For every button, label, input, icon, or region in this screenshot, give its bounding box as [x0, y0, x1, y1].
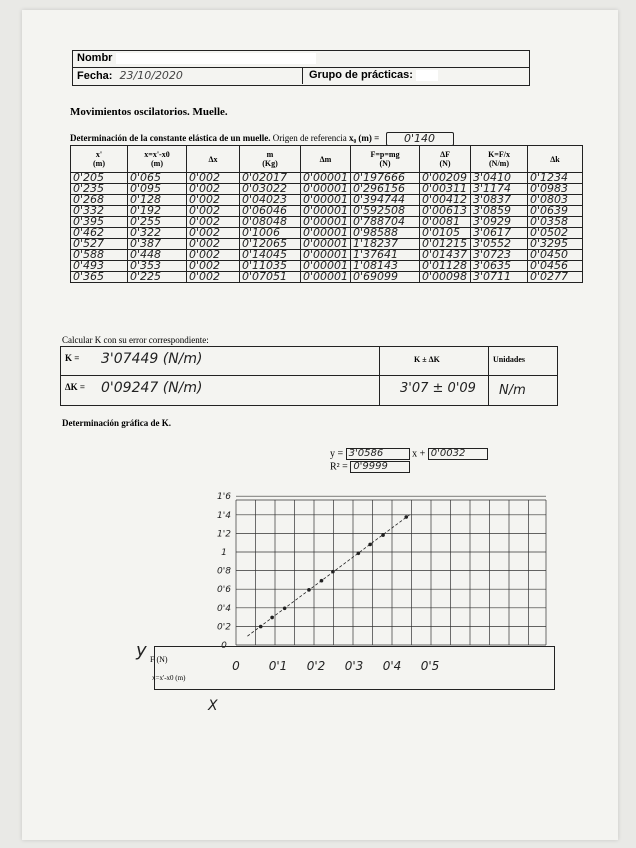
table-cell: 0'493	[71, 261, 128, 272]
table-cell: 0'69099	[351, 272, 420, 283]
table-cell: 0'04023	[240, 195, 301, 206]
table-cell: 0'02017	[240, 173, 301, 184]
k-result-box	[60, 346, 558, 406]
table-cell: 3'0617	[471, 228, 528, 239]
table-cell: 0'322	[128, 228, 187, 239]
x0-value: 0'140	[386, 132, 454, 146]
header-box	[72, 50, 530, 86]
k-label: K =	[65, 353, 80, 363]
graph-title: Determinación gráfica de K.	[62, 418, 171, 428]
column-header-name: Δm	[319, 154, 332, 164]
column-header-unit: (m)	[151, 159, 163, 168]
table-cell: 0'387	[128, 239, 187, 250]
data-point	[368, 543, 372, 547]
table-cell: 0'395	[71, 217, 128, 228]
spring-constant-title-rest: Origen de referencia	[270, 133, 349, 144]
dk-label: ΔK =	[65, 382, 86, 392]
table-cell: 0'3295	[528, 239, 583, 250]
table-cell: 0'235	[71, 184, 128, 195]
table-cell: 0'0456	[528, 261, 583, 272]
fit-r2: 0'9999	[350, 461, 410, 473]
column-header-unit: (Kg)	[262, 159, 278, 168]
table-cell: 0'98588	[351, 228, 420, 239]
table-cell: 0'002	[187, 250, 240, 261]
x0-label: x₀ (m) =	[348, 133, 380, 144]
table-cell: 0'462	[71, 228, 128, 239]
column-header-name: m	[266, 150, 274, 159]
table-cell: 0'1006	[240, 228, 301, 239]
table-cell: 0'00001	[301, 228, 351, 239]
group-cell	[303, 68, 444, 84]
table-cell: 3'0635	[471, 261, 528, 272]
table-cell: 0'588	[71, 250, 128, 261]
table-cell: 0'0105	[420, 228, 471, 239]
table-cell: 3'0859	[471, 206, 528, 217]
table-cell: 0'065	[128, 173, 187, 184]
section-title: Movimientos oscilatorios. Muelle.	[70, 106, 228, 118]
column-header-unit: (m)	[93, 159, 105, 168]
x-tick-label: 0'2	[306, 659, 326, 673]
x-tick-label: 0	[232, 659, 240, 673]
table-cell: 0'002	[187, 206, 240, 217]
table-cell: 0'002	[187, 239, 240, 250]
column-header-name: Δk	[550, 154, 560, 164]
table-cell: 0'268	[71, 195, 128, 206]
table-cell: 0'01215	[420, 239, 471, 250]
k-pm-column	[379, 347, 489, 405]
column-header	[471, 146, 528, 173]
table-cell: 0'225	[128, 272, 187, 283]
table-cell: 0'00098	[420, 272, 471, 283]
table-cell: 0'296156	[351, 184, 420, 195]
group-redaction	[416, 70, 438, 81]
k-pm-value: 3'07 ± 0'09	[400, 381, 476, 396]
table-cell: 1'37641	[351, 250, 420, 261]
y-axis-handwritten: y	[136, 640, 147, 661]
table-cell: 0'002	[187, 217, 240, 228]
column-header-name: K=F/x	[488, 150, 510, 159]
table-cell: 0'002	[187, 228, 240, 239]
spring-constant-title	[70, 132, 454, 146]
fit-intercept: 0'0032	[428, 448, 488, 460]
table-cell: 1'18237	[351, 239, 420, 250]
data-point	[331, 570, 335, 574]
x-axis-label: x=x'-x0 (m)	[152, 674, 186, 682]
table-cell: 0'0983	[528, 184, 583, 195]
table-cell: 0'03022	[240, 184, 301, 195]
table-cell: 3'0929	[471, 217, 528, 228]
table-cell: 0'14045	[240, 250, 301, 261]
y-tick-label: 1'2	[217, 529, 231, 540]
data-point	[283, 606, 287, 610]
column-header-unit: (N)	[379, 159, 391, 168]
table-cell: 0'06046	[240, 206, 301, 217]
column-header	[301, 146, 351, 173]
y-tick-label: 0'8	[217, 566, 231, 577]
x-tick-label: 0'5	[420, 659, 440, 673]
table-cell: 0'095	[128, 184, 187, 195]
table-cell: 0'197666	[351, 173, 420, 184]
table-cell: 0'002	[187, 272, 240, 283]
table-cell: 0'002	[187, 261, 240, 272]
x-tick-label: 0'1	[268, 659, 288, 673]
worksheet-page	[22, 10, 618, 840]
x-tick-label: 0'3	[344, 659, 364, 673]
table-cell: 0'002	[187, 184, 240, 195]
table-cell: 0'01128	[420, 261, 471, 272]
table-cell: 0'1234	[528, 173, 583, 184]
y-tick-label: 1'6	[217, 492, 231, 503]
table-cell: 0'00001	[301, 239, 351, 250]
table-cell: 0'205	[71, 173, 128, 184]
table-cell: 0'0502	[528, 228, 583, 239]
table-cell: 0'0081	[420, 217, 471, 228]
table-cell: 3'0723	[471, 250, 528, 261]
force-displacement-graph	[154, 490, 550, 690]
y-tick-label: 0'2	[217, 622, 231, 633]
data-point	[307, 588, 311, 592]
date-group-row	[73, 68, 529, 84]
y-tick-label: 1	[221, 548, 227, 558]
group-label: Grupo de prácticas:	[309, 69, 413, 81]
y-tick-label: 1'4	[217, 510, 231, 521]
table-cell: 0'353	[128, 261, 187, 272]
table-cell: 0'00001	[301, 195, 351, 206]
table-cell: 0'788704	[351, 217, 420, 228]
data-point	[270, 616, 274, 620]
column-header-name: ΔF	[440, 150, 450, 159]
table-cell: 0'0277	[528, 272, 583, 283]
data-point	[381, 533, 385, 537]
table-cell: 0'00001	[301, 206, 351, 217]
name-label: Nombr	[77, 52, 113, 64]
fit-r2-label: R² =	[330, 461, 348, 473]
column-header	[528, 146, 583, 173]
table-cell: 0'00001	[301, 250, 351, 261]
date-value: 23/10/2020	[119, 69, 183, 82]
column-header	[187, 146, 240, 173]
y-tick-label: 0'6	[217, 585, 231, 596]
table-cell: 0'527	[71, 239, 128, 250]
k-pm-header: K ± ΔK	[414, 355, 440, 364]
table-cell: 0'00001	[301, 217, 351, 228]
table-cell: 0'394744	[351, 195, 420, 206]
table-cell: 0'00001	[301, 272, 351, 283]
table-cell: 0'0358	[528, 217, 583, 228]
table-cell: 0'255	[128, 217, 187, 228]
table-cell: 0'01437	[420, 250, 471, 261]
table-cell: 0'07051	[240, 272, 301, 283]
column-header	[240, 146, 301, 173]
units-value: N/m	[499, 383, 526, 398]
table-cell: 3'1174	[471, 184, 528, 195]
table-cell: 3'0410	[471, 173, 528, 184]
column-header	[351, 146, 420, 173]
table-cell: 0'0450	[528, 250, 583, 261]
measurements-table	[70, 145, 583, 283]
table-cell: 0'592508	[351, 206, 420, 217]
table-cell: 3'0711	[471, 272, 528, 283]
data-point	[357, 552, 361, 556]
table-cell: 0'128	[128, 195, 187, 206]
table-cell: 0'00412	[420, 195, 471, 206]
table-cell: 0'00311	[420, 184, 471, 195]
fit-x-label: x +	[412, 448, 426, 460]
table-cell: 1'08143	[351, 261, 420, 272]
column-header	[71, 146, 128, 173]
table-cell: 0'12065	[240, 239, 301, 250]
table-cell: 0'00001	[301, 184, 351, 195]
table-cell: 0'00613	[420, 206, 471, 217]
data-point	[320, 579, 324, 583]
table-cell: 0'00001	[301, 173, 351, 184]
x-tick-label: 0'4	[382, 659, 402, 673]
table-cell: 0'00001	[301, 261, 351, 272]
table-cell: 3'0837	[471, 195, 528, 206]
column-header-name: x=x'-x0	[144, 150, 170, 159]
column-header	[420, 146, 471, 173]
column-header-name: F=p=mg	[370, 150, 400, 159]
name-redaction	[116, 53, 316, 64]
column-header	[128, 146, 187, 173]
column-header-unit: (N)	[439, 159, 451, 168]
table-cell: 3'0552	[471, 239, 528, 250]
fit-slope: 3'0586	[346, 448, 410, 460]
column-header-unit: (N/m)	[489, 159, 510, 168]
table-cell: 0'08048	[240, 217, 301, 228]
table-cell: 0'0803	[528, 195, 583, 206]
table-cell: 0'332	[71, 206, 128, 217]
date-label: Fecha:	[77, 70, 113, 82]
f-axis-label: F (N)	[150, 655, 168, 664]
column-header-name: Δx	[208, 154, 218, 164]
table-cell: 0'00209	[420, 173, 471, 184]
data-point	[259, 625, 263, 629]
fit-equation	[330, 448, 488, 473]
table-cell: 0'192	[128, 206, 187, 217]
y-tick-label: 0'4	[217, 603, 231, 614]
x-axis-handwritten: X	[208, 698, 218, 714]
table-row	[71, 272, 583, 283]
fit-y-label: y =	[330, 448, 344, 460]
table-cell: 0'448	[128, 250, 187, 261]
table-header-row	[71, 146, 583, 173]
k-value: 3'07449 (N/m)	[101, 351, 203, 367]
table-cell: 0'0639	[528, 206, 583, 217]
y-tick-label: 0	[221, 641, 227, 651]
table-cell: 0'11035	[240, 261, 301, 272]
column-header-name: x'	[95, 150, 103, 159]
date-cell	[73, 68, 303, 84]
table-cell: 0'365	[71, 272, 128, 283]
table-body	[71, 173, 583, 283]
spring-constant-title-bold: Determinación de la constante elástica de un muelle.	[70, 133, 271, 144]
dk-value: 0'09247 (N/m)	[101, 380, 203, 396]
calc-title: Calcular K con su error correspondiente:	[62, 335, 209, 345]
data-point	[404, 515, 408, 519]
units-header: Unidades	[493, 355, 526, 364]
table-cell: 0'002	[187, 195, 240, 206]
table-cell: 0'002	[187, 173, 240, 184]
name-row	[73, 51, 529, 68]
